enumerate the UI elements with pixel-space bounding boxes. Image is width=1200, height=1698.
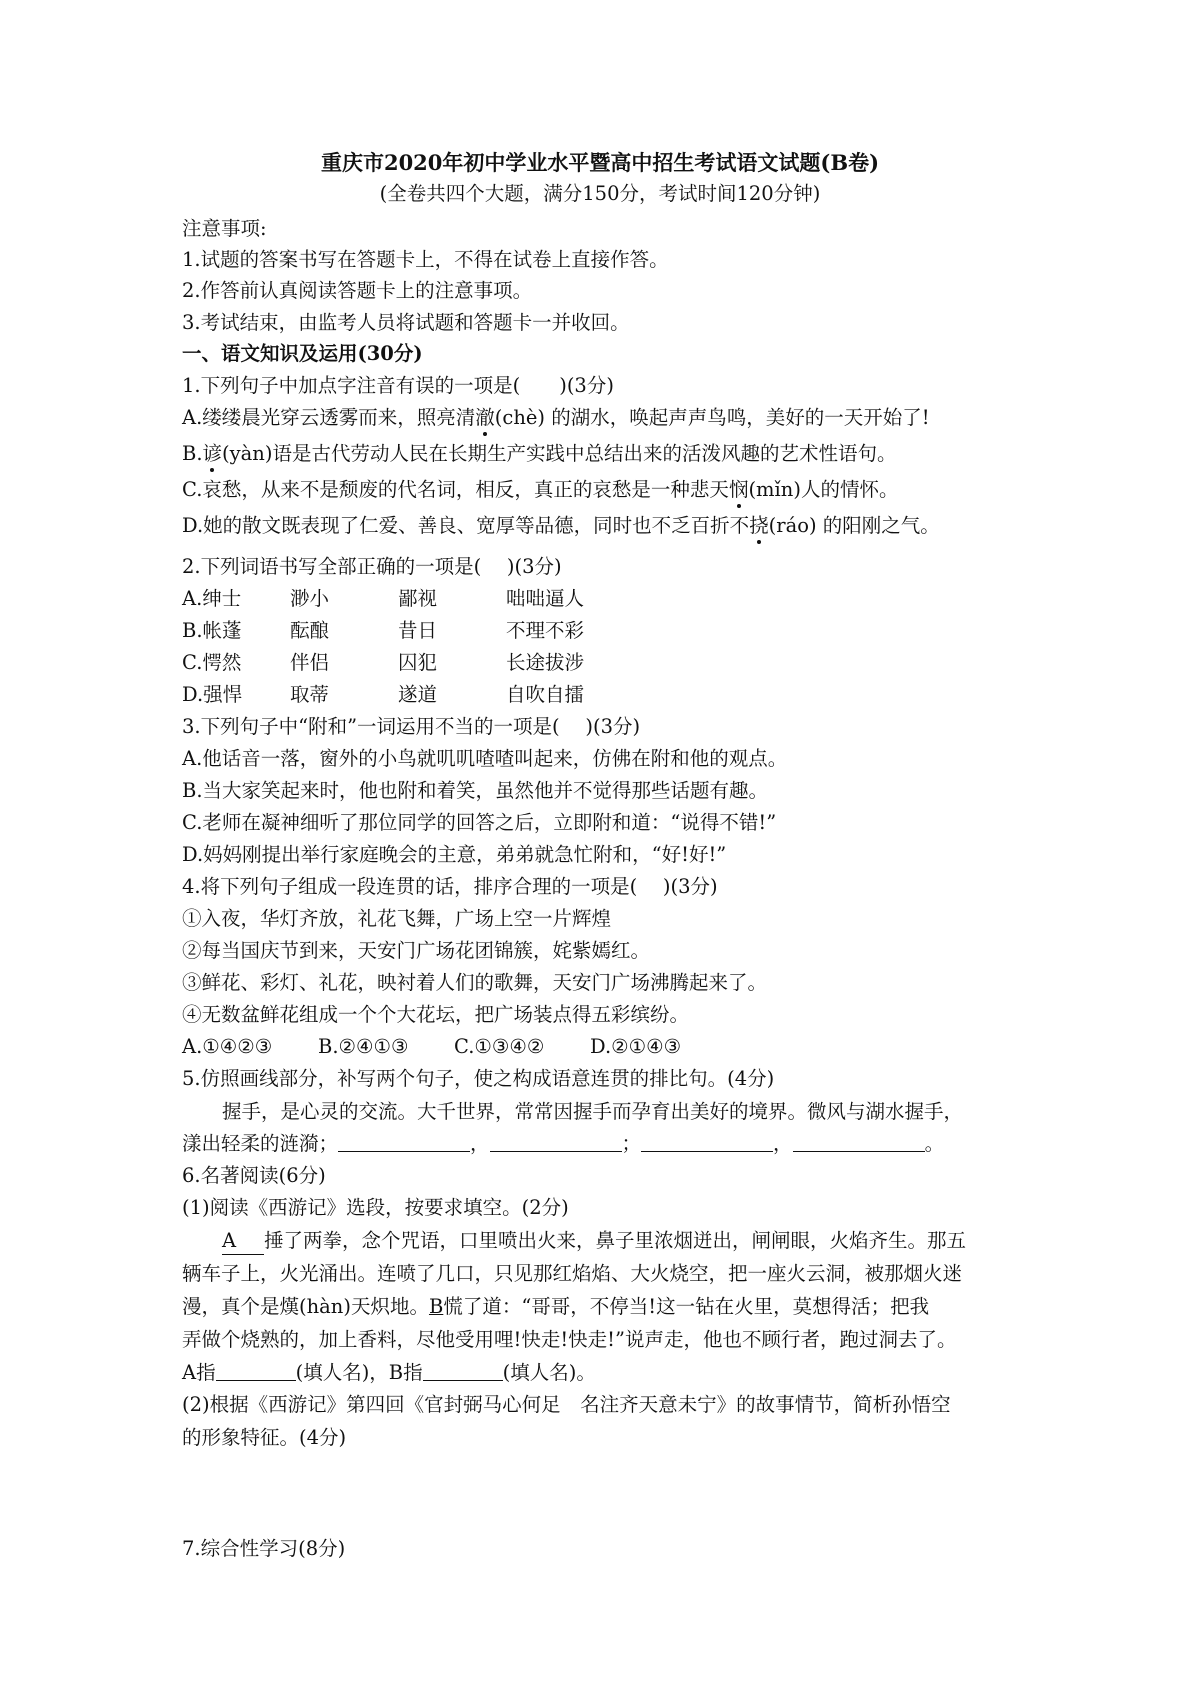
q3-option-d: D.妈妈刚提出举行家庭晚会的主意，弟弟就急忙附和，“好!好!”: [182, 843, 727, 866]
q2-a-word-4: 咄咄逼人: [506, 587, 585, 610]
q1-d-dotted-char: 挠: [749, 514, 769, 537]
q4-sentence-1: ①入夜，华灯齐放，礼花飞舞，广场上空一片辉煌: [182, 907, 612, 930]
q2-stem: 2.下列词语书写全部正确的一项是( )(3分): [182, 555, 562, 578]
notice-item-1: 1.试题的答案书写在答题卡上，不得在试卷上直接作答。: [182, 248, 669, 271]
q6-fill-a-label: A指: [182, 1361, 216, 1384]
notice-heading: 注意事项:: [182, 217, 267, 240]
q1-option-b: [182, 441, 896, 467]
q1-c-dotted-char: 悯: [728, 478, 749, 501]
q5-sep-3: ，: [773, 1132, 793, 1155]
q4-sentence-4: ④无数盆鲜花组成一个个大花坛，把广场装点得五彩缤纷。: [182, 1003, 690, 1026]
q5-sep-2: ；: [621, 1132, 642, 1155]
q5-passage-line-2: [182, 1131, 944, 1157]
q2-c-word-1: C.愕然: [182, 651, 242, 674]
q1-a-dotted-char: 澈: [475, 406, 495, 429]
q2-d-word-2: 取蒂: [290, 683, 330, 706]
q2-option-c: [182, 650, 584, 676]
q4-stem: 4.将下列句子组成一段连贯的话，排序合理的一项是( )(3分): [182, 875, 718, 898]
q6-fill-line: [182, 1360, 596, 1386]
q1-b-dotted-char: 谚: [202, 442, 223, 465]
q2-b-word-3: 昔日: [398, 619, 438, 642]
q6-passage-line-3: [182, 1294, 929, 1320]
q1-stem: 1.下列句子中加点字注音有误的一项是( )(3分): [182, 374, 614, 397]
q1-a-pre: A.缕缕晨光穿云透雾而来，照亮清: [182, 406, 476, 429]
q1-d-post: (ráo) 的阳刚之气。: [768, 514, 940, 537]
q2-a-word-2: 渺小: [290, 587, 330, 610]
q6-passage-3-post: 慌了道：“哥哥，不停当!这一钻在火里，莫想得活；把我: [443, 1295, 930, 1318]
exam-title: 重庆市2020年初中学业水平暨高中招生考试语文试题(B卷): [320, 150, 880, 175]
q3-option-a: A.他话音一落，窗外的小鸟就叽叽喳喳叫起来，仿佛在附和他的观点。: [182, 747, 788, 770]
q2-c-word-2: 伴侣: [290, 651, 330, 674]
q6-fill-b-blank[interactable]: [423, 1360, 503, 1381]
q6-sub2-line-1: (2)根据《西游记》第四回《官封弼马心何足 名注齐天意未宁》的故事情节，简析孙悟空: [182, 1393, 951, 1416]
q3-option-c: C.老师在凝神细听了那位同学的回答之后，立即附和道：“说得不错!”: [182, 811, 777, 834]
q4-options: [182, 1034, 681, 1060]
q6-passage-line-1: [222, 1228, 966, 1255]
q3-stem: 3.下列句子中“附和”一词运用不当的一项是( )(3分): [182, 715, 641, 738]
q6-passage-3-pre: 漫，真个是熯(hàn)天炽地。: [182, 1295, 429, 1318]
q4-option-d: D.②①④③: [590, 1035, 682, 1058]
q2-a-word-3: 鄙视: [398, 587, 438, 610]
q5-blank-2[interactable]: [490, 1131, 622, 1152]
q2-d-word-4: 自吹自擂: [506, 683, 585, 706]
q1-b-post: (yàn)语是古代劳动人民在长期生产实践中总结出来的活泼风趣的艺术性语句。: [222, 442, 897, 465]
q6-fill-mid: (填人名)，B指: [295, 1361, 423, 1384]
q5-stem: 5.仿照画线部分，补写两个句子，使之构成语意连贯的排比句。(4分): [182, 1067, 775, 1090]
q2-b-word-1: B.帐蓬: [182, 619, 242, 642]
exam-subtitle: (全卷共四个大题，满分150分，考试时间120分钟): [379, 182, 821, 205]
q6-passage-1-text: 捶了两拳，念个咒语，口里喷出火来，鼻子里浓烟迸出，闸闸眼，火焰齐生。那五: [264, 1229, 967, 1252]
q2-b-word-4: 不理不彩: [506, 619, 585, 642]
q1-d-pre: D.她的散文既表现了仁爱、善良、宽厚等品德，同时也不乏百折不: [182, 514, 750, 537]
q5-passage-lead: 漾出轻柔的涟漪；: [182, 1132, 339, 1155]
q4-option-a: A.①④②③: [182, 1035, 273, 1058]
q1-option-d: [182, 513, 940, 539]
q5-passage-line-1: 握手，是心灵的交流。大千世界，常常因握手而孕育出美好的境界。微风与湖水握手，: [222, 1100, 964, 1123]
q5-blank-3[interactable]: [641, 1131, 773, 1152]
q2-d-word-3: 遂道: [398, 683, 438, 706]
q6-fill-end: (填人名)。: [502, 1361, 596, 1384]
q2-option-a: [182, 586, 584, 612]
q3-option-b: B.当大家笑起来时，他也附和着笑，虽然他并不觉得那些话题有趣。: [182, 779, 769, 802]
q6-sub1: (1)阅读《西游记》选段，按要求填空。(2分): [182, 1196, 569, 1219]
q4-sentence-3: ③鲜花、彩灯、礼花，映衬着人们的歌舞，天安门广场沸腾起来了。: [182, 971, 768, 994]
q6-passage-line-4: 弄做个烧熟的，加上香料，尽他受用哩!快走!快走!”说声走，他也不顾行者，跑过洞去了。: [182, 1328, 957, 1351]
q1-option-a: [182, 405, 930, 431]
q2-c-word-3: 囚犯: [398, 651, 438, 674]
q1-c-pre: C.哀愁，从来不是颓废的代名词，相反，真正的哀愁是一种悲天: [182, 478, 729, 501]
q1-b-pre: B.: [182, 442, 203, 465]
q5-sep-1: ，: [470, 1132, 490, 1155]
q6-fill-a-blank[interactable]: [216, 1360, 296, 1381]
q6-stem: 6.名著阅读(6分): [182, 1164, 326, 1187]
section-heading: 一、语文知识及运用(30分): [182, 342, 423, 365]
q1-c-post: (mǐn)人的情怀。: [748, 478, 899, 501]
q6-sub2-line-2: 的形象特征。(4分): [182, 1426, 347, 1449]
q5-blank-1[interactable]: [338, 1131, 470, 1152]
q6-marker-a: A: [222, 1228, 264, 1255]
q7-stem: 7.综合性学习(8分): [182, 1537, 346, 1560]
q1-a-post: (chè) 的湖水，唤起声声鸟鸣，美好的一天开始了!: [494, 406, 930, 429]
q4-option-c: C.①③④②: [454, 1035, 545, 1058]
q5-blank-4[interactable]: [793, 1131, 925, 1152]
notice-item-2: 2.作答前认真阅读答题卡上的注意事项。: [182, 279, 533, 302]
q4-sentence-2: ②每当国庆节到来，天安门广场花团锦簇，姹紫嫣红。: [182, 939, 651, 962]
q2-option-d: [182, 682, 584, 708]
q2-a-word-1: A.绅士: [182, 587, 242, 610]
q5-end: 。: [924, 1132, 945, 1155]
q6-passage-line-2: 辆车子上，火光涌出。连喷了几口，只见那红焰焰、大火烧空，把一座火云洞，被那烟火迷: [182, 1262, 963, 1285]
q2-d-word-1: D.强悍: [182, 683, 243, 706]
q4-option-b: B.②④①③: [318, 1035, 409, 1058]
q6-marker-b: B: [428, 1295, 444, 1318]
notice-item-3: 3.考试结束，由监考人员将试题和答题卡一并收回。: [182, 311, 630, 334]
q2-b-word-2: 酝酿: [290, 619, 330, 642]
q1-option-c: [182, 477, 898, 503]
q2-c-word-4: 长途拔涉: [506, 651, 585, 674]
q2-option-b: [182, 618, 584, 644]
